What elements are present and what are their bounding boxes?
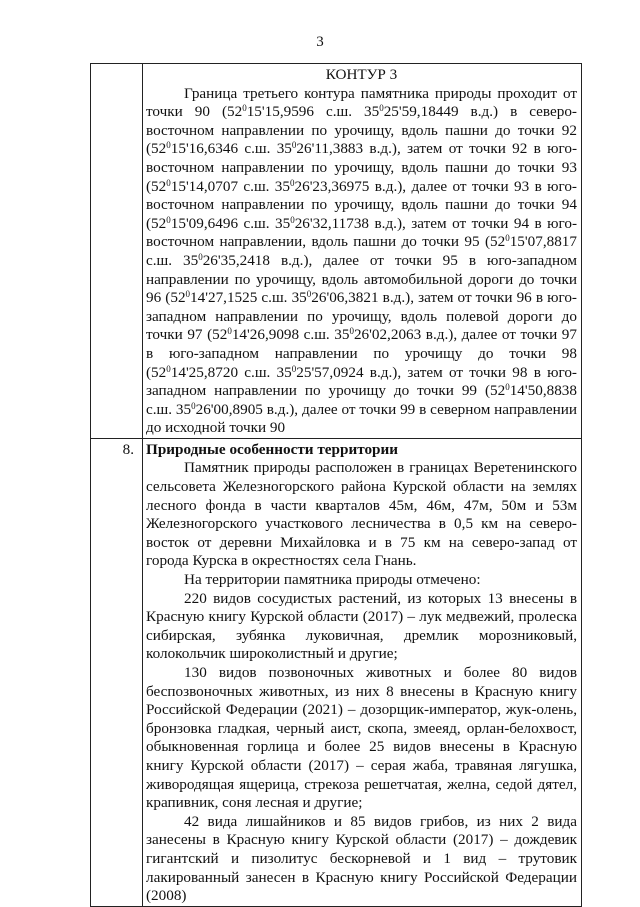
natural-features-cell <box>143 438 582 906</box>
contour-3-heading: КОНТУР 3 <box>325 66 398 83</box>
animals-paragraph: 130 видов позвоночных животных и более 80 видов беспозвоночных животных, из них 8 внесены в Красную книгу Российской Федерации (2021) – дозорщик-император, жук-олень, бронзовка гладкая, черный аист, скопа, змееяд, орлан-белохвост, обыкновенная горлица и более 25 видов внесены в Красную книгу Курской области (2017) – серая жаба, травяная лягушка, живородящая ящерица, стрекоза решетчатая, желна, седой дятел, крапивник, соня лесная и другие; <box>146 664 577 812</box>
vascular-plants-paragraph: 220 видов сосудистых растений, из которых 13 внесены в Красную книгу Курской области (2017) – лук медвежий, пролеска сибирская, зубянка луковичная, дремлик морозниковый, колокольчик широколистный и другие; <box>146 589 577 663</box>
page-number: 3 <box>316 34 324 50</box>
row-number-cell: 8. <box>91 438 143 906</box>
row-number-cell <box>91 64 143 439</box>
contour-3-boundary-text: Граница третьего контура памятника природы проходит от точки 90 ($52^015'15,9596$ с.ш. $35^025'59,18449$ в.д.) в северо-восточном направлении по урочищу, вдоль пашни до точки 92 ($52^015'16,6346$ с.ш. $35^026'11,3883$ в.д.), затем от точки 92 в юго-восточном направлении по урочищу, вдоль пашни до точки 93 ($52^015'14,0707$ с.ш. $35^026'23,36975$ в.д.), далее от точки 93 в юго-восточном направлении по урочищу, вдоль пашни до точки 94 ($52^015'09,6496$ с.ш. $35^026'32,11738$ в.д.), затем от точки 94 в юго-восточном направлении, вдоль пашни до точки 95 ($52^015'07,8817$ с.ш. $35^026'35,2418$ в.д.), далее от точки 95 в юго-западном направлении по урочищу, вдоль автомобильной дороги до точки 96 ($52^014'27,1525$ с.ш. $35^026'06,3821$ в.д.), затем от точки 96 в юго-западном направлении по урочищу, вдоль полевой дороги до точки 97 ($52^014'26,9098$ с.ш. $35^026'02,2063$ в.д.), далее от точки 97 в юго-западном направлении по урочищу до точки 98 ($52^014'25,8720$ с.ш. $35^025'57,0924$ в.д.), затем от точки 98 в юго-западном направлении по урочищу до точки 99 ($52^014'50,8838$ с.ш. $35^026'00,8905$ в.д.), далее от точки 99 в северном направлении до исходной точки 90 <box>146 84 578 437</box>
table-row-contour-3 <box>91 64 582 439</box>
location-paragraph: Памятник природы расположен в границах Веретенинского сельсовета Железногорского района Курской области на землях лесного фонда в части кварталов 45м, 46м, 47м, 50м и 53м Железногорского участкового лесничества в 0,5 км на северо-восток от деревни Михайловка и в 75 км на северо-запад от города Курска в окрестностях села Гнань. <box>146 459 577 570</box>
contour-3-cell <box>143 64 582 439</box>
natural-features-heading: Природные особенности территории <box>146 440 398 458</box>
lichens-fungi-paragraph: 42 вида лишайников и 85 видов грибов, из них 2 вида занесены в Красную книгу Курской области (2017) – дождевик гигантский и пизолитус бескорневой и 1 вид – трутовик лакированный занесен в Красную книгу Российской Федерации (2008) <box>146 812 577 905</box>
observed-intro-paragraph: На территории памятника природы отмечено: <box>184 571 481 589</box>
table-row-natural-features <box>91 438 582 906</box>
document-table <box>90 63 582 907</box>
